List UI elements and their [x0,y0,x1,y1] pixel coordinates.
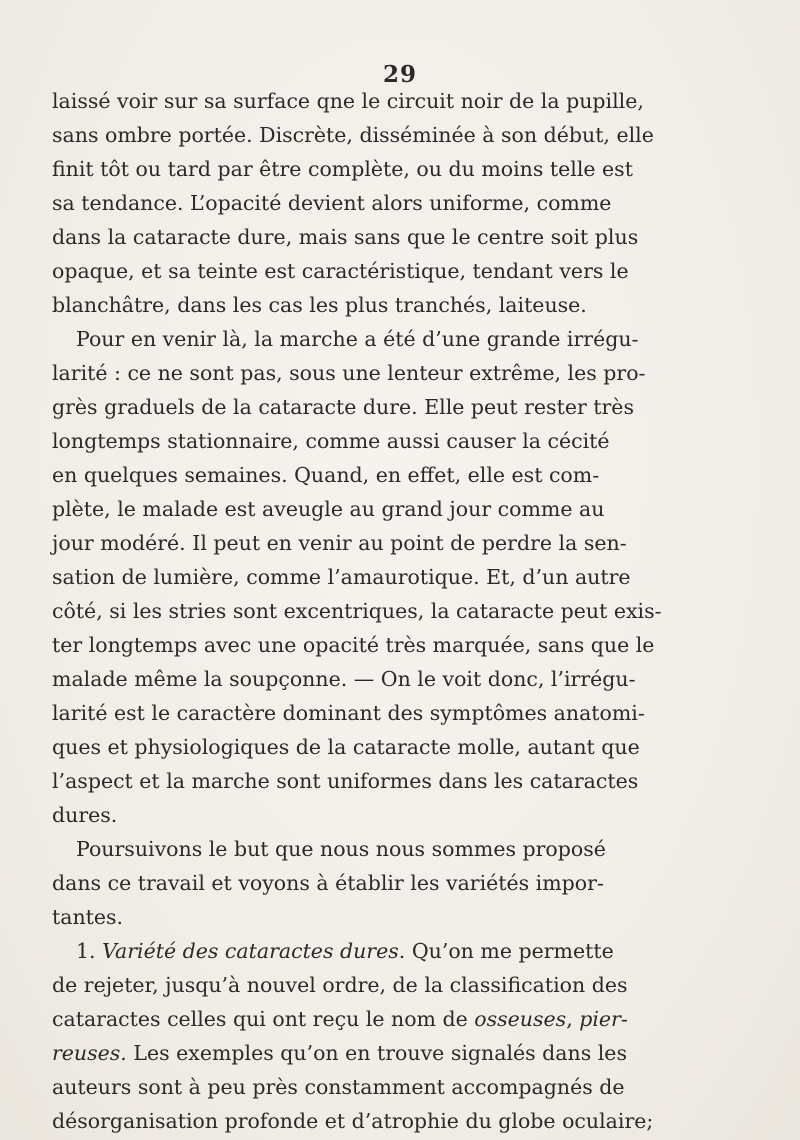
text-line: larité : ce ne sont pas, sous une lenteur extrême, les pro- [52,361,646,385]
text-line: plète, le malade est aveugle au grand jour comme au [52,497,605,521]
text-line: sans ombre portée. Discrète, disséminée à son début, elle [52,123,654,147]
text-line: dans la cataracte dure, mais sans que le centre soit plus [52,225,639,249]
text-line: ter longtemps avec une opacité très marquée, sans que le [52,633,655,657]
section-number: 1. [76,939,96,963]
text-line: désorganisation profonde et d’atrophie du globe oculaire; [52,1109,654,1133]
text-line: sation de lumière, comme l’amaurotique. Et, d’un autre [52,565,631,589]
text-line: dures. [52,803,118,827]
text-line: opaque, et sa teinte est caractéristique, tendant vers le [52,259,629,283]
section-heading-line [52,934,614,968]
text-line: finit tôt ou tard par être complète, ou du moins telle est [52,157,633,181]
text-line: en quelques semaines. Quand, en effet, elle est com- [52,463,600,487]
page-number: 29 [382,61,417,88]
text-line: de rejeter, jusqu’à nouvel ordre, de la classification des [52,973,628,997]
term-line [52,1036,627,1070]
text-line: côté, si les stries sont excentriques, la cataracte peut exis- [52,599,662,623]
text-line: auteurs sont à peu près constamment accompagnés de [52,1075,625,1099]
text-line: dans ce travail et voyons à établir les variétés impor- [52,871,604,895]
text-line: Pour en venir là, la marche a été d’une grande irrégu- [76,327,639,351]
term-osseuses: osseuses [474,1007,567,1031]
text-line: longtemps stationnaire, comme aussi causer la cécité [52,429,610,453]
text-line: l’aspect et la marche sont uniformes dans les cataractes [52,769,639,793]
text-line: blanchâtre, dans les cas les plus tranchés, laiteuse. [52,293,587,317]
text-line: tantes. [52,905,124,929]
text-fragment: Les exemples qu’on en trouve signalés dans les [133,1041,627,1065]
comma: , [566,1007,573,1031]
term-line [52,1002,628,1036]
text-line: sa tendance. L’opacité devient alors uniforme, comme [52,191,612,215]
text-fragment: cataractes celles qui ont reçu le nom de [52,1007,468,1031]
text-line: laissé voir sur sa surface qne le circuit noir de la pupille, [52,89,644,113]
text-line: Poursuivons le but que nous nous sommes proposé [76,837,606,861]
text-fragment: Qu’on me permette [411,939,614,963]
text-line: grès graduels de la cataracte dure. Elle peut rester très [52,395,634,419]
body-text [52,84,662,1138]
text-line: ques et physiologiques de la cataracte molle, autant que [52,735,640,759]
text-line: larité est le caractère dominant des symptômes anatomi- [52,701,645,725]
text-line: malade même la soupçonne. — On le voit donc, l’irrégu- [52,667,636,691]
text-line: jour modéré. Il peut en venir au point de perdre la sen- [52,531,627,555]
term-pierreuses-part2: reuses. [52,1041,127,1065]
term-pierreuses-part1: pier- [579,1007,628,1031]
section-heading: Variété des cataractes dures. [102,939,406,963]
